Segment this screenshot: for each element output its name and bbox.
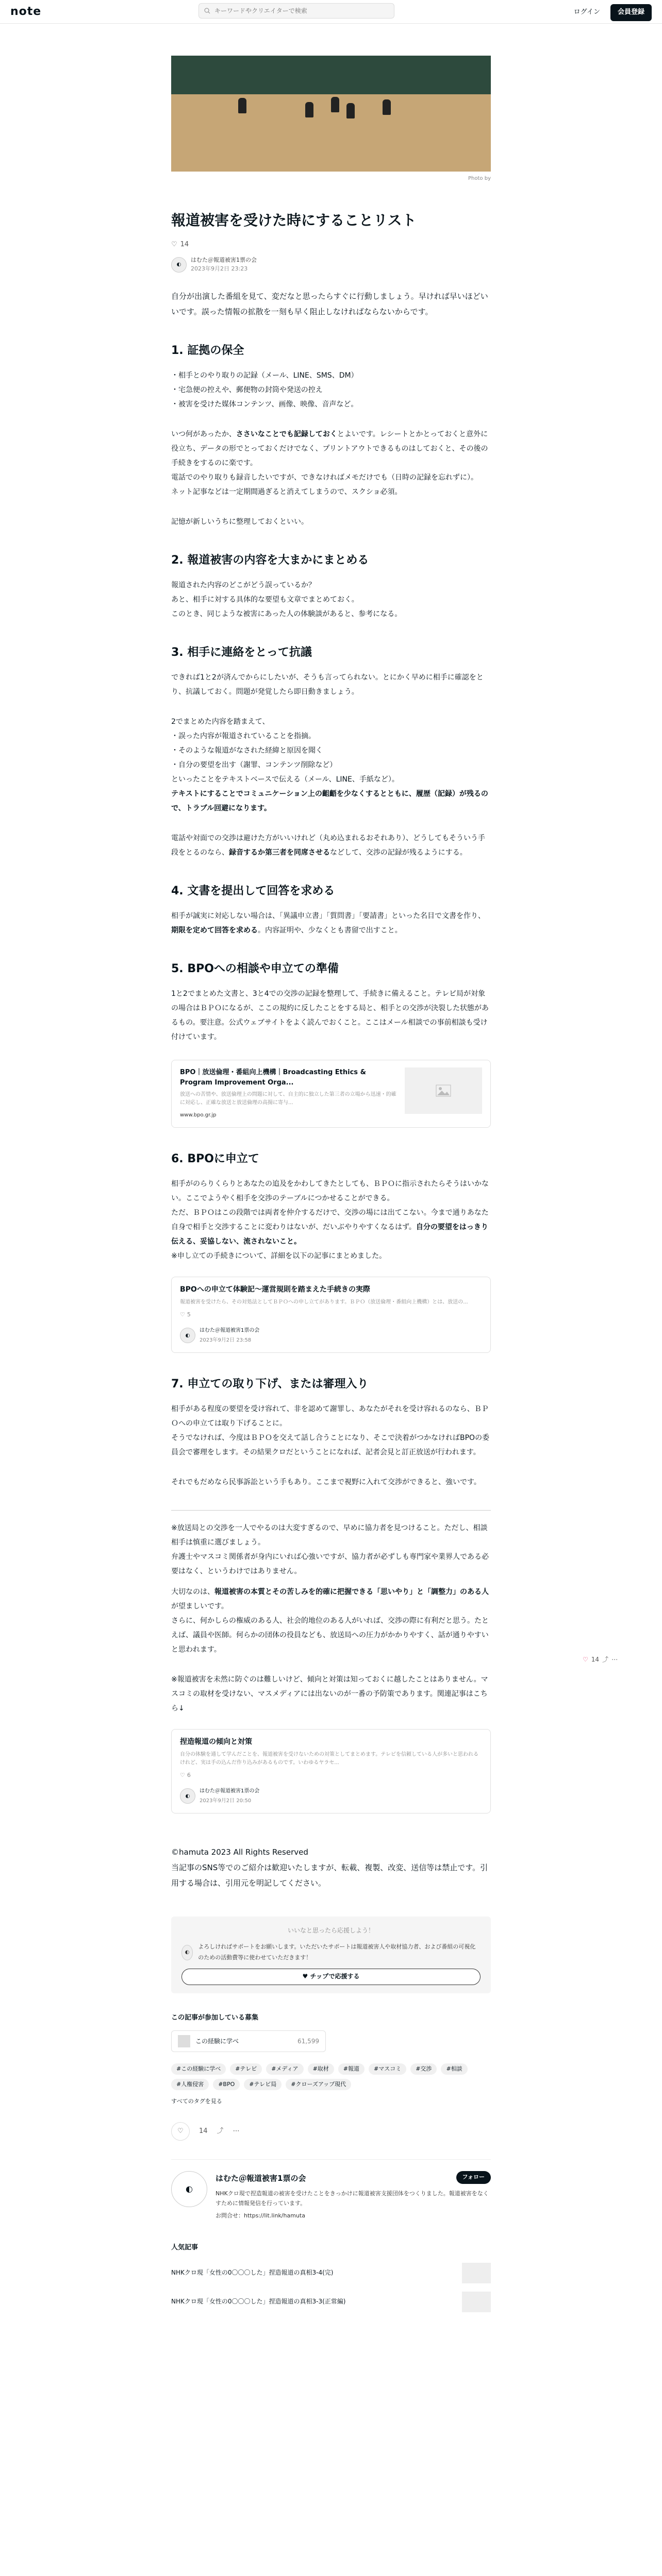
author-row bbox=[171, 256, 491, 273]
photo-credit: Photo by bbox=[468, 176, 491, 181]
profile-name[interactable]: はむた＠報道被害1票の会 bbox=[216, 2174, 306, 2183]
magazine-name: この経験に学べ bbox=[195, 2037, 239, 2045]
all-tags-link[interactable]: すべてのタグを見る bbox=[171, 2097, 222, 2105]
like-button[interactable] bbox=[171, 2122, 190, 2141]
support-text: よろしければサポートをお願いします。いただいたサポートは報道被害人や取材協力者、および番組の可視化のための活動費等に使わせていただきます！ bbox=[198, 1943, 476, 1961]
list-item: ・ そのような報道がなされた経緯と原因を聞く bbox=[171, 743, 491, 758]
heading-s2: 2. 報道被害の内容を大まかにまとめる bbox=[171, 554, 369, 567]
tag[interactable]: #相談 bbox=[441, 2063, 467, 2075]
tip-icon: ♥ bbox=[302, 1973, 310, 1980]
heading-s1: 1. 証拠の保全 bbox=[171, 344, 244, 358]
tag[interactable]: #マスコミ bbox=[369, 2063, 406, 2075]
share-icon: ⤴ bbox=[602, 1656, 609, 1663]
card-likes: ♡ 5 bbox=[180, 1310, 482, 1320]
card-date: 2023年9月2日 23:58 bbox=[200, 1337, 252, 1344]
search-input[interactable] bbox=[214, 7, 379, 14]
heart-icon: ♡ bbox=[177, 2127, 184, 2136]
card-description: 自分の体験を通して学んだことを、報道被害を受けないための対策としてまとめます。テレビを信頼している人が多いと思われるけれど、実は手の込んだ作り込みがあるものです。いわゆるヤラセ... bbox=[180, 1752, 478, 1766]
heart-icon: ♡ bbox=[583, 1656, 588, 1663]
login-link[interactable]: ログイン bbox=[573, 8, 600, 16]
like-count: 14 bbox=[180, 240, 189, 248]
tag[interactable]: #人権侵害 bbox=[171, 2079, 209, 2090]
support-box bbox=[171, 1917, 491, 1993]
card-title: 捏造報道の傾向と対策 bbox=[180, 1738, 252, 1747]
support-avatar: ◐ bbox=[181, 1945, 193, 1960]
popular-item[interactable]: NHKクロ現「女性の0〇〇〇した」捏造報道の真相3-4(完) bbox=[171, 2263, 491, 2283]
like-count: 14 bbox=[199, 2127, 208, 2136]
card-author-avatar: ◐ bbox=[180, 1328, 195, 1343]
intro-paragraph: 自分が出演した番組を見て、変だなと思ったらすぐに行動しましょう。早ければ早いほどいいです。誤った情報の拡散を一刻も早く阻止しなければならないからです。 bbox=[171, 292, 488, 317]
s1-paragraph: いつ何があったか、ささいなことでも記録しておくとよいです。レシートとかとっておくと意外に役立ち、データの形でとっておくだけでなく、プリントアウトできるものはしておくと、その後の手続きをするのに楽です。 電話でのやり取りも録音したいですが、できなければメモだけでも（日時の記録を忘れずに）。 ネット記事などは一定期間過ぎると消えてしまうので、スクショ必須。 bbox=[171, 430, 488, 497]
follow-button[interactable]: フォロー bbox=[456, 2171, 491, 2184]
s5-paragraph: 1と2でまとめた文書と、3と4での交渉の記録を整理して、手続きに備えること。テレビ局が対象の場合はＢＰＯになるが、ここの規約に反したことをする局と、相手との交渉が決裂した状態があるもの。要注意。公式ウェブサイトをよく読んでおくこと。ここはメール相談での事前相談も受け付けています。 bbox=[171, 990, 489, 1042]
tag[interactable]: #BPO bbox=[213, 2079, 240, 2090]
note-card-bpo-report[interactable] bbox=[171, 1277, 491, 1353]
card-likes: ♡ 6 bbox=[180, 1770, 482, 1781]
link-card-bpo[interactable] bbox=[171, 1060, 491, 1128]
global-header bbox=[0, 0, 662, 24]
s7-paragraph-2: それでもだめなら民事訴訟という手もあり。ここまで視野に入れて交渉ができると、強いです。 bbox=[171, 1478, 481, 1487]
image-placeholder-icon bbox=[405, 1067, 482, 1114]
search-box[interactable] bbox=[198, 3, 394, 19]
heart-icon: ♡ bbox=[180, 1311, 185, 1318]
list-item: ・ 相手とのやり取りの記録（メール、LINE、SMS、DM） bbox=[171, 368, 491, 383]
share-icon[interactable]: ⤴ bbox=[217, 2127, 224, 2136]
card-author: はむた＠報道被害1票の会 bbox=[200, 1328, 260, 1334]
copyright: ©hamuta 2023 All Rights Reserved 当記事のSNS等でのご紹介は歓迎いたしますが、転載、複製、改変、送信等は禁止です。引用する場合は、引用元を明記してください。 bbox=[171, 1848, 488, 1888]
heading-s7: 7. 申立ての取り下げ、または審理入り bbox=[171, 1378, 369, 1391]
heart-icon: ♡ bbox=[180, 1772, 185, 1779]
card-description: 放送への苦情や、放送倫理上の問題に対して、自主的に独立した第三者の立場から迅速・的確に対応し、正確な放送と放送倫理の高揚に寄与... bbox=[180, 1092, 396, 1106]
s4-paragraph: 相手が誠実に対応しない場合は、「異議申立書」「質問書」「要請書」といった名目で文書を作り、期限を定めて回答を求める。内容証明や、少なくとも書留で出すこと。 bbox=[171, 912, 485, 935]
tag-list bbox=[171, 2063, 491, 2090]
heading-s6: 6. BPOに申立て bbox=[171, 1153, 259, 1166]
more-icon: ⋯ bbox=[611, 1656, 618, 1663]
notes-paragraph-2: 大切なのは、報道被害の本質とその苦しみを的確に把握できる「思いやり」と「調整力」のある人が望ましいです。 さらに、何かしらの権威のある人、社会的地位のある人がいれば、交渉の際に有利だと思う。たとえば、議員や医師。何らかの団体の役員なども、放送局への圧力がかかりやすく、話が通りやすいと思われます。 bbox=[171, 1588, 489, 1654]
note-card-fabrication[interactable] bbox=[171, 1729, 491, 1814]
s2-paragraph: 報道された内容のどこがどう誤っているか？ あと、相手に対する具体的な要望も文章でまとめておく。 このとき、同じような被害にあった人の体験談があると、参考になる。 bbox=[171, 581, 402, 619]
popular-thumb bbox=[462, 2292, 491, 2312]
profile-link[interactable]: お問合せ：https://lit.link/hamuta bbox=[216, 2212, 305, 2219]
tag[interactable]: #クローズアップ現代 bbox=[286, 2079, 351, 2090]
action-bar bbox=[171, 2122, 491, 2141]
tag[interactable]: #交渉 bbox=[410, 2063, 437, 2075]
author-name[interactable]: はむた＠報道被害1票の会 bbox=[191, 257, 257, 264]
list-item: ・ 宅急便の控えや、郵便物の封筒や発送の控え bbox=[171, 383, 491, 397]
s6-paragraph-2: ただ、ＢＰＯはこの段階では両者を仲介するだけで、交渉の場には出てこない。今まで通りあなた自身で相手と交渉することに変わりはないが、だいぶやりやすくなるはず。自分の要望をはっきり伝える、妥協しない、流されないこと。 ※申し立ての手続きについて、詳細を以下の記事にまとめました。 bbox=[171, 1209, 489, 1261]
search-icon bbox=[204, 8, 210, 14]
s3-paragraph-3: といったことをテキストベースで伝える（メール、LINE、手紙など）。 テキストにすることでコミュニケーション上の齟齬を少なくするとともに、履歴（記録）が残るので、トラブル回避になります。 bbox=[171, 775, 488, 813]
popular-item[interactable]: NHKクロ現「女性の0〇〇〇した」捏造報道の真相3-3(正常編) bbox=[171, 2292, 491, 2312]
magazine-thumb bbox=[178, 2035, 190, 2047]
note-logo[interactable]: note bbox=[10, 5, 42, 18]
author-avatar[interactable]: ◐ bbox=[171, 257, 187, 273]
article-main bbox=[171, 56, 491, 2312]
tag[interactable]: #報道 bbox=[338, 2063, 365, 2075]
notes-paragraph-3: ※報道被害を未然に防ぐのは難しいけど、傾向と対策は知っておくに越したことはありません。マスコミの取材を受けない、マスメディアには出ないのが一番の予防策であります。関連記事はこちら↓ bbox=[171, 1675, 488, 1713]
floating-like[interactable] bbox=[583, 1654, 618, 1666]
popular-thumb bbox=[462, 2263, 491, 2283]
tag[interactable]: #この経験に学べ bbox=[171, 2063, 226, 2075]
notes-paragraph: ※放送局との交渉を一人でやるのは大変すぎるので、早めに協力者を見つけること。ただし、相談相手は慎重に選びましょう。 弁護士やマスコミ関係者が身内にいれば心強いですが、協力者が必ずしも専門家や業界人である必要はなく、というわけではありません。 bbox=[171, 1524, 489, 1576]
author-profile bbox=[171, 2159, 491, 2221]
card-author-avatar: ◐ bbox=[180, 1788, 195, 1804]
card-description: 報道被害を受けたら、その対処法としてＢＰＯへの申し立てがあります。ＢＰＯ（放送倫理・番組向上機構）とは、放送の... bbox=[180, 1299, 468, 1306]
article-title: 報道被害を受けた時にすることリスト bbox=[171, 212, 417, 229]
tag[interactable]: #取材 bbox=[308, 2063, 334, 2075]
list-item: ・ 誤った内容が報道されていることを指摘。 bbox=[171, 729, 491, 743]
divider bbox=[171, 1510, 491, 1511]
magazine-card[interactable] bbox=[171, 2030, 326, 2052]
card-date: 2023年9月2日 20:50 bbox=[200, 1798, 252, 1804]
card-title: BPOへの申立て体験記〜運営規則を踏まえた手続きの実際 bbox=[180, 1285, 370, 1294]
tag[interactable]: #メディア bbox=[266, 2063, 303, 2075]
heart-icon[interactable]: ♡ bbox=[171, 240, 177, 248]
heading-s4: 4. 文書を提出して回答を求める bbox=[171, 885, 335, 898]
profile-avatar[interactable]: ◐ bbox=[171, 2171, 207, 2207]
s3-paragraph-2: 2でまとめた内容を踏まえて、 bbox=[171, 718, 270, 726]
magazine-section-title: この記事が参加している募集 bbox=[171, 2013, 259, 2022]
magazine-count: 61,599 bbox=[297, 2037, 319, 2045]
profile-bio: NHKクロ現で捏造報道の被害を受けたことをきっかけに報道被害支援団体をつくりました。報道被害をなくすために情報発信を行っています。 bbox=[216, 2190, 489, 2207]
s6-paragraph: 相手がのらりくらりとあなたの追及をかわしてきたとしても、ＢＰＯに指示されたらそうはいかない。ここでようやく相手を交渉のテーブルにつかせることができる。 bbox=[171, 1180, 489, 1203]
tag[interactable]: #テレビ局 bbox=[244, 2079, 282, 2090]
like-count-row bbox=[171, 239, 491, 251]
card-url: www.bpo.gr.jp bbox=[180, 1112, 217, 1118]
hero-image bbox=[171, 56, 491, 172]
list-item: ・ 自分の要望を出す（謝罪、コンテンツ削除など） bbox=[171, 758, 491, 772]
publish-date: 2023年9月2日 23:23 bbox=[191, 265, 248, 272]
floating-like-count: 14 bbox=[591, 1656, 600, 1663]
more-icon[interactable]: ⋯ bbox=[233, 2127, 240, 2136]
s7-paragraph: 相手がある程度の要望を受け容れて、非を認めて謝罪し、あなたがそれを受け容れるのなら、ＢＰＯへの申立ては取り下げることに。 そうでなければ、今度はＢＰＯを交えて話し合うことになり、そこで決着がつかなければBPOの委員会で審理をします。その結果クロだということになれば、記者会見と訂正放送が行われます。 bbox=[171, 1405, 490, 1457]
list-item: ・ 被害を受けた媒体コンテンツ、画像、映像、音声など。 bbox=[171, 397, 491, 412]
heading-s3: 3. 相手に連絡をとって抗議 bbox=[171, 646, 312, 659]
s1-note: 記憶が新しいうちに整理しておくといい。 bbox=[171, 518, 308, 527]
tag[interactable]: #テレビ bbox=[230, 2063, 262, 2075]
popular-title: 人気記事 bbox=[171, 2243, 198, 2251]
support-caption: いいなと思ったら応援しよう！ bbox=[287, 1927, 374, 1935]
card-author: はむた＠報道被害1票の会 bbox=[200, 1788, 260, 1794]
card-title: BPO｜放送倫理・番組向上機構｜Broadcasting Ethics & Program Improvement Orga... bbox=[180, 1069, 366, 1087]
s3-paragraph-4: 電話や対面での交渉は避けた方がいいけれど（丸め込まれるおそれあり）、どうしてもそういう手段をとるのなら、録音するか第三者を同席させるなどして、交渉の記録が残るようにする。 bbox=[171, 834, 485, 857]
signup-button[interactable]: 会員登録 bbox=[610, 4, 652, 21]
tip-button[interactable]: ♥ チップで応援する bbox=[181, 1969, 481, 1985]
heading-s5: 5. BPOへの相談や申立ての準備 bbox=[171, 962, 339, 976]
s3-paragraph: できれば1と2が済んでからにしたいが、そうも言ってられない。とにかく早めに相手に確認をとり、抗議しておく。問題が発覚したら即日動きましょう。 bbox=[171, 673, 484, 697]
